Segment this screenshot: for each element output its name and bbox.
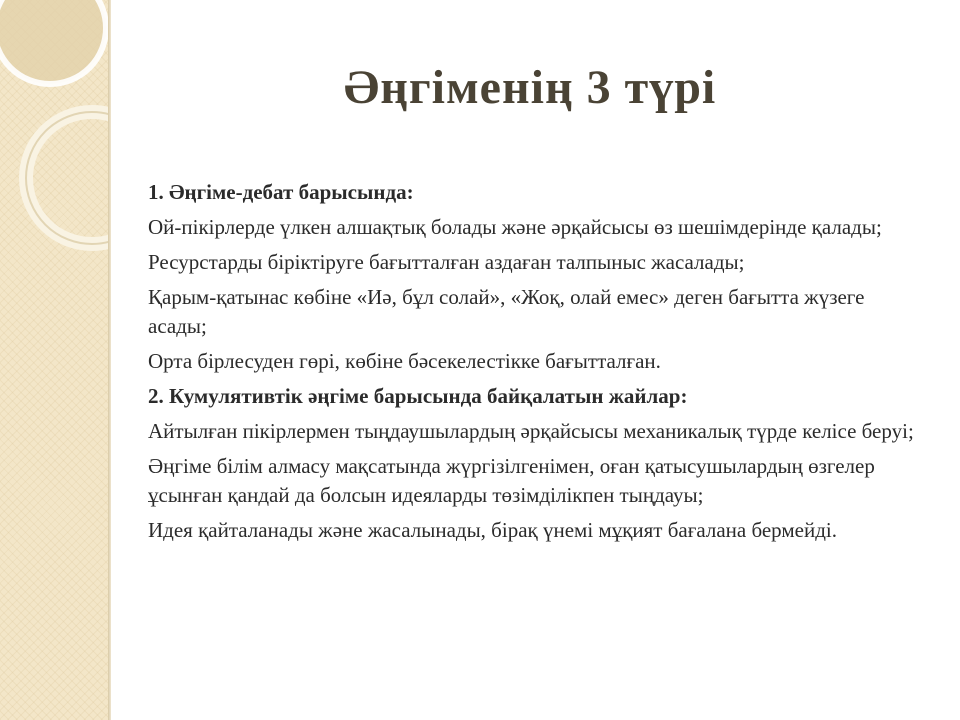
section1-heading: 1. Әңгіме-дебат барысында: [148,180,414,204]
section2-item: Айтылған пікірлермен тыңдаушылардың әрқайсысы механикалық түрде келісе беруі; [148,419,914,443]
section1-item: Орта бірлесуден гөрі, көбіне бәсекелестікке бағытталған. [148,349,661,373]
section2-item: Идея қайталанады және жасалынады, бірақ үнемі мұқият бағалана бермейді. [148,518,837,542]
section2-item: Әңгіме білім алмасу мақсатында жүргізілгенімен, оған қатысушылардың өзгелер ұсынған қандай да болсын идеяларды төзімділікпен тыңдауы; [148,454,875,507]
section1-item: Қарым-қатынас көбіне «Иә, бұл солай», «Жоқ, олай емес» деген бағытта жүзеге асады; [148,285,865,338]
panel-divider [108,0,111,720]
section1-item: Ресурстарды біріктіруге бағытталған аздаған талпыныс жасалады; [148,250,745,274]
decorative-side-panel [0,0,110,720]
slide-body [148,178,918,551]
middle-circle-ring [26,112,110,244]
section1-item: Ой-пікірлерде үлкен алшақтық болады және әрқайсысы өз шешімдерінде қалады; [148,215,882,239]
slide-title: Әңгіменің 3 түрі [343,61,717,114]
decorative-circles [0,0,110,720]
section2-heading: 2. Кумулятивтік әңгіме барысында байқалатын жайлар: [148,384,688,408]
